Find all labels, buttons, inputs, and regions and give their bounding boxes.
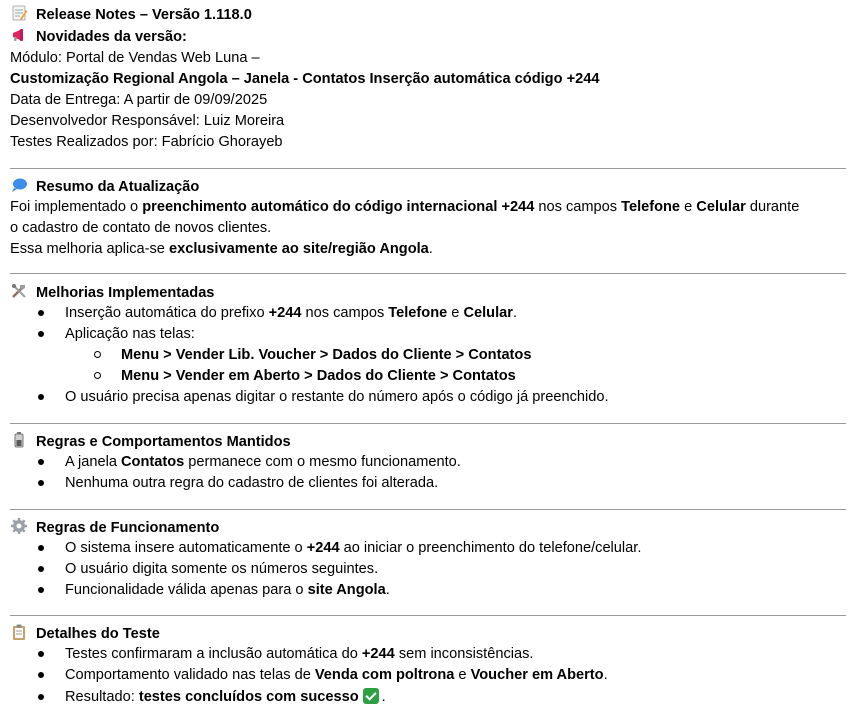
item-text: sem inconsistências. — [394, 646, 534, 662]
summary-text: e — [680, 199, 697, 215]
custom-line: Customização Regional Angola – Janela - Contatos Inserção automática código +244 — [10, 71, 600, 87]
clipboard-icon — [10, 623, 28, 641]
summary-text: durante — [745, 199, 800, 215]
item-bold-text: +244 — [361, 646, 395, 662]
item-bold-text: Contatos — [121, 454, 185, 470]
improvement-item-3: O usuário precisa apenas digitar o restante do número após o código já preenchido. — [65, 389, 609, 405]
item-text: Inserção automática do prefixo — [65, 305, 269, 321]
bullet-marker — [38, 694, 44, 700]
item-text: . — [512, 305, 518, 321]
item-bold-text: Telefone — [388, 305, 448, 321]
tests-line: Testes Realizados por: Fabrício Ghorayeb — [10, 134, 283, 150]
summary-heading: Resumo da Atualização — [36, 179, 200, 195]
item-text: Funcionalidade válida apenas para o — [65, 582, 308, 598]
item-bold-text: Celular — [463, 305, 513, 321]
news-heading: Novidades da versão: — [36, 29, 187, 45]
summary-paragraph-1 — [10, 197, 799, 218]
item-bold-text: +244 — [268, 305, 302, 321]
test-detail-item-1 — [65, 644, 533, 665]
bullet-marker — [38, 566, 44, 572]
improvement-item-1 — [65, 303, 517, 324]
page-title: Release Notes – Versão 1.118.0 — [36, 7, 252, 23]
summary-heading-line — [10, 176, 199, 198]
title-line — [10, 4, 252, 26]
speech-balloon-icon — [10, 176, 28, 194]
bullet-marker — [38, 310, 44, 316]
section-divider — [10, 273, 846, 274]
summary-bold-text: preenchimento automático do código internacional +244 — [142, 199, 535, 215]
section-divider — [10, 509, 846, 510]
test-details-heading: Detalhes do Teste — [36, 626, 160, 642]
bullet-marker — [38, 480, 44, 486]
bullet-marker — [38, 651, 44, 657]
improvement-subitem-2: Menu > Vender em Aberto > Dados do Cliente > Contatos — [121, 368, 516, 384]
test-detail-item-2 — [65, 665, 608, 686]
item-text: ao iniciar o preenchimento do telefone/celular. — [339, 540, 642, 556]
item-text: . — [385, 582, 390, 598]
item-text: O sistema insere automaticamente o — [65, 540, 307, 556]
tools-icon — [10, 282, 28, 300]
kept-rule-item-2: Nenhuma outra regra do cadastro de clientes foi alterada. — [65, 475, 439, 491]
item-text: nos campos — [301, 305, 389, 321]
summary-paragraph-2: o cadastro de contato de novos clientes. — [10, 220, 272, 236]
news-heading-line — [10, 26, 187, 48]
item-text: e — [454, 667, 471, 683]
megaphone-icon — [10, 26, 28, 44]
item-bold-text: +244 — [306, 540, 340, 556]
item-bold-text: testes concluídos com sucesso — [138, 689, 359, 705]
operation-rules-heading: Regras de Funcionamento — [36, 520, 220, 536]
operation-rule-item-2: O usuário digita somente os números seguintes. — [65, 561, 379, 577]
summary-bold-text: Telefone — [621, 199, 681, 215]
module-line: Módulo: Portal de Vendas Web Luna – — [10, 50, 260, 66]
developer-line: Desenvolvedor Responsável: Luiz Moreira — [10, 113, 285, 129]
operation-rule-item-1 — [65, 538, 641, 559]
sub-bullet-marker — [94, 351, 101, 358]
bullet-marker — [38, 672, 44, 678]
summary-paragraph-3 — [10, 239, 433, 260]
bullet-marker — [38, 459, 44, 465]
test-detail-item-3 — [65, 687, 386, 708]
delivery-line: Data de Entrega: A partir de 09/09/2025 — [10, 92, 268, 108]
bullet-marker — [38, 587, 44, 593]
item-text: e — [447, 305, 464, 321]
section-divider — [10, 423, 846, 424]
kept-rules-heading: Regras e Comportamentos Mantidos — [36, 434, 291, 450]
test-details-heading-line — [10, 623, 160, 645]
improvements-heading: Melhorias Implementadas — [36, 285, 215, 301]
improvements-heading-line — [10, 282, 214, 304]
summary-text: nos campos — [534, 199, 622, 215]
section-divider — [10, 615, 846, 616]
kept-rules-heading-line — [10, 431, 291, 453]
item-bold-text: site Angola — [307, 582, 386, 598]
item-text: . — [381, 689, 386, 705]
sub-bullet-marker — [94, 372, 101, 379]
bullet-marker — [38, 331, 44, 337]
item-text: permanece com o mesmo funcionamento. — [184, 454, 461, 470]
item-text: A janela — [65, 454, 121, 470]
kept-rule-item-1 — [65, 452, 461, 473]
item-text: . — [603, 667, 608, 683]
item-bold-text: Venda com poltrona — [314, 667, 455, 683]
operation-rule-item-3 — [65, 580, 390, 601]
item-text: Testes confirmaram a inclusão automática do — [65, 646, 362, 662]
summary-bold-text: Celular — [696, 199, 746, 215]
memo-icon — [10, 4, 28, 22]
bullet-marker — [38, 394, 44, 400]
gear-icon — [10, 517, 28, 535]
summary-text: Foi implementado o — [10, 199, 143, 215]
summary-bold-text: exclusivamente ao site/região Angola — [168, 241, 429, 257]
battery-icon — [10, 431, 28, 449]
summary-text: Essa melhoria aplica-se — [10, 241, 169, 257]
item-text: Resultado: — [65, 689, 139, 705]
operation-rules-heading-line — [10, 517, 219, 539]
item-text: Comportamento validado nas telas de — [65, 667, 315, 683]
item-bold-text: Voucher em Aberto — [470, 667, 604, 683]
improvement-subitem-1: Menu > Vender Lib. Voucher > Dados do Cliente > Contatos — [121, 347, 532, 363]
improvement-item-2: Aplicação nas telas: — [65, 326, 195, 342]
summary-text: . — [428, 241, 433, 257]
check-mark-icon — [363, 688, 379, 704]
section-divider — [10, 168, 846, 169]
bullet-marker — [38, 545, 44, 551]
